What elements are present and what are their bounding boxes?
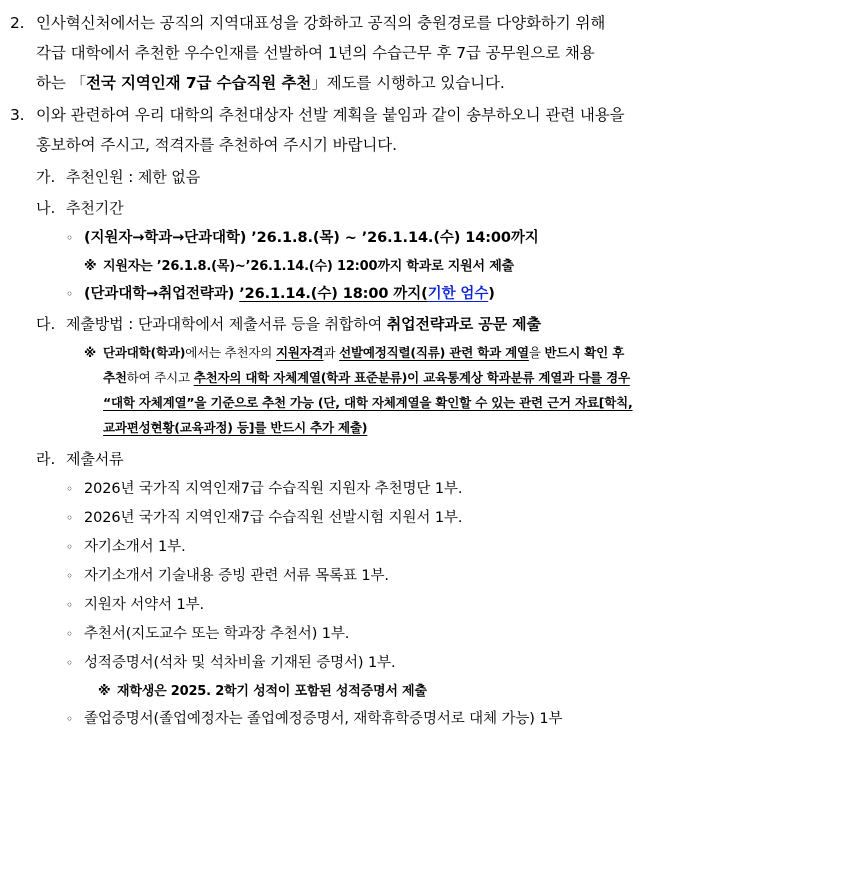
bullet-marker: ◦ [66,656,74,670]
bullet-marker: ◦ [66,287,74,301]
document-list-text: 졸업증명서(졸업예정자는 졸업예정증명서, 재학휴학증명서로 대체 가능) 1부 [84,711,563,727]
note-marker: ※ [84,345,96,360]
period-bullet-applicant [66,224,843,253]
paragraph-line: 각급 대학에서 추천한 우수인재를 선발하여 1년의 수습근무 후 7급 공무원으로 채용 [36,44,595,62]
document-list-text: 자기소개서 기술내용 증빙 관련 서류 목록표 1부. [84,568,389,584]
deadline-underline: ’26.1.14.(수) 18:00 까지( [239,286,428,302]
note-marker: ※ [98,684,111,699]
item-marker: 3. [10,106,25,124]
submit-target-emphasis: 취업전략과로 공문 제출 [386,315,541,333]
note-marker: ※ [84,259,97,274]
submit-note-text: 추천하여 주시고 추천자의 대학 자체계열(학과 표준분류)이 교육통계상 학과분류 계열과 다를 경우 [103,370,630,385]
deadline-emphasis: 기한 엄수 [427,286,489,302]
sub-item-recommend-count [36,162,843,192]
bullet-marker: ◦ [66,627,74,641]
sub-item-submit-method [36,309,843,339]
bullet-marker: ◦ [66,712,74,726]
document-list-item [66,705,843,734]
document-list-text: 지원자 서약서 1부. [84,597,205,613]
item-text [36,8,843,98]
sub-item-text: 제출방법 : 단과대학에서 제출서류 등을 취합하여 취업전략과로 공문 제출 [66,315,541,333]
item-text [36,100,843,160]
submit-note-text: “대학 자체계열”을 기준으로 추천 가능 (단, 대학 자체계열을 확인할 수 있는 관련 근거 자료[학칙, [103,395,633,410]
sub-item-marker: 나. [36,199,56,217]
bullet-marker: ◦ [66,231,74,245]
document-list-item [66,533,843,562]
document-list-item [66,562,843,591]
period-bullet-text: (단과대학→취업전략과) ’26.1.14.(수) 18:00 까지(기한 엄수) [84,286,495,302]
submit-note-text: 단과대학(학과)에서는 추천자의 지원자격과 선발예정직렬(직류) 관련 학과 계열을 반드시 확인 후 [103,345,625,360]
bullet-marker: ◦ [66,598,74,612]
document-list-item [66,504,843,533]
sub-item-marker: 가. [36,168,56,186]
numbered-item-3 [10,100,843,160]
submit-note-line [84,365,843,390]
submit-note-line [84,340,843,365]
documents-note [98,678,843,705]
paragraph-line: 하는 「전국 지역인재 7급 수습직원 추천」제도를 시행하고 있습니다. [36,74,505,92]
sub-item-recommend-period [36,193,843,223]
documents-note-text: 재학생은 2025. 2학기 성적이 포함된 성적증명서 제출 [117,684,427,699]
submit-note-block [84,340,843,440]
document-list-text: 2026년 국가직 지역인재7급 수습직원 선발시험 지원서 1부. [84,510,463,526]
paragraph-line: 홍보하여 주시고, 적격자를 추천하여 주시기 바랍니다. [36,136,397,154]
paragraph-line: 인사혁신처에서는 공직의 지역대표성을 강화하고 공직의 충원경로를 다양화하기 위해 [36,14,606,32]
emphasis-program-name: 전국 지역인재 7급 수습직원 추천 [85,74,312,92]
document-list-item [66,649,843,678]
sub-item-text: 추천기간 [66,199,124,217]
numbered-item-2 [10,8,843,98]
document-list-item [66,475,843,504]
sub-item-text: 제출서류 [66,450,124,468]
sub-item-submit-documents [36,444,843,474]
item-marker: 2. [10,14,25,32]
submit-note-text: 교과편성현황(교육과정) 등]를 반드시 추가 제출) [103,420,368,435]
sub-item-text: 추천인원 : 제한 없음 [66,168,201,186]
paragraph-line: 이와 관련하여 우리 대학의 추천대상자 선발 계획을 붙임과 같이 송부하오니 관련 내용을 [36,106,625,124]
bullet-marker: ◦ [66,540,74,554]
document-list-text: 2026년 국가직 지역인재7급 수습직원 지원자 추천명단 1부. [84,481,463,497]
sub-item-marker: 다. [36,315,56,333]
bullet-marker: ◦ [66,482,74,496]
document-list-item [66,620,843,649]
submit-note-line [84,390,843,415]
period-note-text: 지원자는 ’26.1.8.(목)~’26.1.14.(수) 12:00까지 학과로 지원서 제출 [103,259,514,274]
document-list-item [66,591,843,620]
period-bullet-text: (지원자→학과→단과대학) ’26.1.8.(목) ~ ’26.1.14.(수) 14:00까지 [84,230,539,246]
bullet-marker: ◦ [66,569,74,583]
bullet-marker: ◦ [66,511,74,525]
sub-item-marker: 라. [36,450,56,468]
document-list-text: 추천서(지도교수 또는 학과장 추천서) 1부. [84,626,350,642]
submit-note-line [84,415,843,440]
period-note [84,253,843,280]
document-list-text: 성적증명서(석차 및 석차비율 기재된 증명서) 1부. [84,655,396,671]
document-list-text: 자기소개서 1부. [84,539,186,555]
period-bullet-college [66,280,843,309]
